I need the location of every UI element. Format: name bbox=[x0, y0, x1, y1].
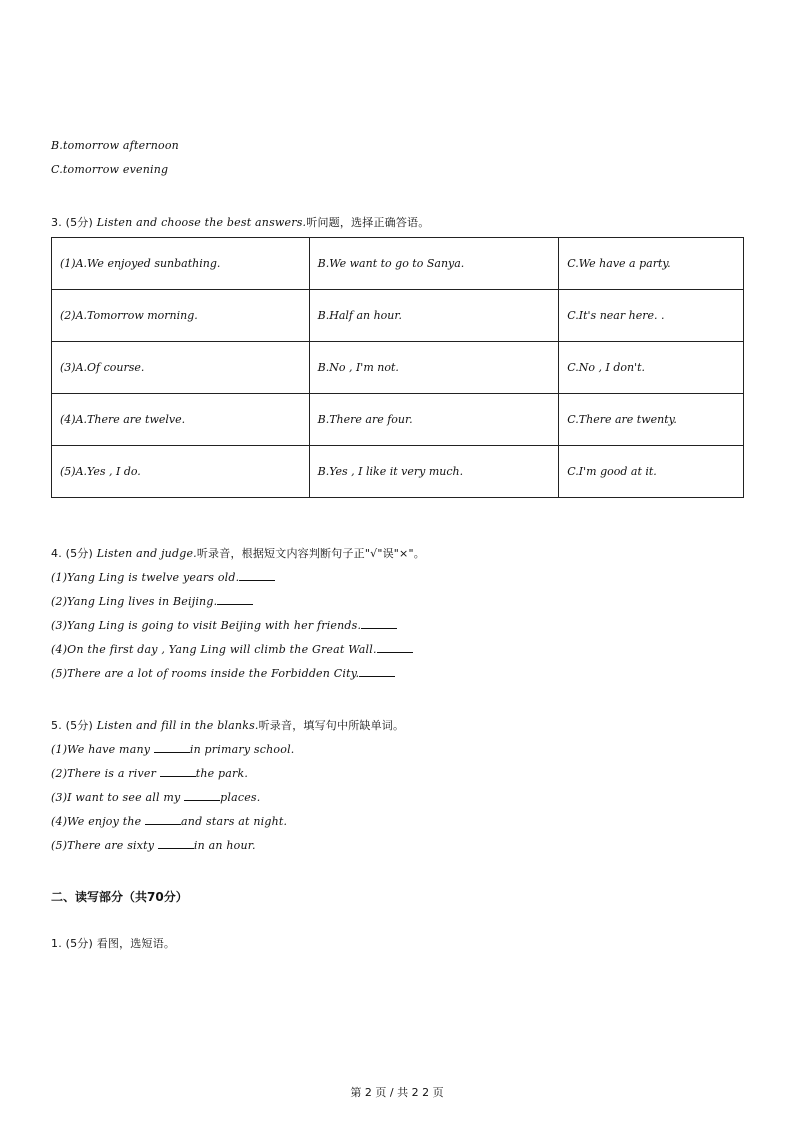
question-4-heading bbox=[51, 545, 425, 561]
judge-item bbox=[51, 570, 275, 584]
option-c-cell: C.We have a party. bbox=[559, 238, 744, 290]
instruction-cn: 听录音，根据短文内容判断句子正"√"误"×"。 bbox=[196, 547, 425, 560]
fill-text-before: (1)We have many bbox=[51, 743, 154, 756]
judge-item bbox=[51, 594, 253, 608]
judge-text: (5)There are a lot of rooms inside the Forbidden City. bbox=[51, 667, 360, 680]
table-row bbox=[52, 238, 744, 290]
question-score: (5分) bbox=[65, 719, 93, 732]
question-number: 4. bbox=[51, 547, 62, 560]
instruction-en: Listen and fill in the blanks. bbox=[96, 719, 259, 732]
option-c: C.tomorrow evening bbox=[51, 163, 169, 176]
table-row bbox=[52, 290, 744, 342]
judge-item bbox=[51, 618, 397, 632]
fill-item bbox=[51, 814, 287, 828]
fill-item bbox=[51, 838, 256, 852]
fill-text-before: (4)We enjoy the bbox=[51, 815, 146, 828]
judge-item bbox=[51, 642, 413, 656]
instruction-en: Listen and choose the best answers. bbox=[96, 216, 307, 229]
table-row bbox=[52, 342, 744, 394]
option-b-cell: B.We want to go to Sanya. bbox=[309, 238, 559, 290]
instruction-cn: 听录音，填写句中所缺单词。 bbox=[258, 719, 405, 732]
answer-blank[interactable] bbox=[217, 594, 253, 605]
fill-text-after: in an hour. bbox=[193, 839, 256, 852]
section-title: 二、读写部分（共70分） bbox=[51, 890, 188, 904]
option-a-cell: (5)A.Yes , I do. bbox=[52, 446, 310, 498]
question-3-heading bbox=[51, 214, 429, 230]
answer-blank[interactable] bbox=[160, 766, 196, 777]
option-c-cell: C.It's near here. . bbox=[559, 290, 744, 342]
page-footer: 第 2 页 / 共 2 2 页 bbox=[350, 1086, 444, 1099]
answer-blank[interactable] bbox=[145, 814, 181, 825]
question-5-heading bbox=[51, 717, 404, 733]
answer-blank[interactable] bbox=[184, 790, 220, 801]
table-row bbox=[52, 446, 744, 498]
judge-text: (4)On the first day , Yang Ling will climb the Great Wall. bbox=[51, 643, 377, 656]
answer-blank[interactable] bbox=[361, 618, 397, 629]
option-c-cell: C.No , I don't. bbox=[559, 342, 744, 394]
option-a-cell: (2)A.Tomorrow morning. bbox=[52, 290, 310, 342]
judge-text: (2)Yang Ling lives in Beijing. bbox=[51, 595, 218, 608]
fill-text-before: (5)There are sixty bbox=[51, 839, 158, 852]
question-number: 1. bbox=[51, 937, 62, 950]
fill-text-after: in primary school. bbox=[189, 743, 295, 756]
option-c-cell: C.I'm good at it. bbox=[559, 446, 744, 498]
option-a-cell: (4)A.There are twelve. bbox=[52, 394, 310, 446]
judge-item bbox=[51, 666, 395, 680]
fill-item bbox=[51, 742, 294, 756]
option-a-cell: (1)A.We enjoyed sunbathing. bbox=[52, 238, 310, 290]
judge-text: (1)Yang Ling is twelve years old. bbox=[51, 571, 240, 584]
fill-text-after: the park. bbox=[195, 767, 249, 780]
answer-blank[interactable] bbox=[239, 570, 275, 581]
answer-blank[interactable] bbox=[377, 642, 413, 653]
instruction-cn: 看图，选短语。 bbox=[96, 937, 176, 950]
fill-item bbox=[51, 790, 260, 804]
option-b-cell: B.There are four. bbox=[309, 394, 559, 446]
question-number: 5. bbox=[51, 719, 62, 732]
option-b-cell: B.Half an hour. bbox=[309, 290, 559, 342]
question-number: 3. bbox=[51, 216, 62, 229]
fill-item bbox=[51, 766, 248, 780]
answer-blank[interactable] bbox=[359, 666, 395, 677]
option-b-cell: B.No , I'm not. bbox=[309, 342, 559, 394]
fill-text-before: (3)I want to see all my bbox=[51, 791, 185, 804]
answer-table bbox=[51, 237, 744, 498]
answer-blank[interactable] bbox=[158, 838, 194, 849]
fill-text-after: and stars at night. bbox=[181, 815, 288, 828]
question-score: (5分) bbox=[65, 547, 93, 560]
question-score: (5分) bbox=[65, 937, 93, 950]
table-row bbox=[52, 394, 744, 446]
judge-text: (3)Yang Ling is going to visit Beijing with her friends. bbox=[51, 619, 362, 632]
option-b: B.tomorrow afternoon bbox=[51, 139, 179, 152]
option-c-cell: C.There are twenty. bbox=[559, 394, 744, 446]
instruction-en: Listen and judge. bbox=[96, 547, 197, 560]
fill-text-before: (2)There is a river bbox=[51, 767, 160, 780]
fill-text-after: places. bbox=[220, 791, 261, 804]
answer-blank[interactable] bbox=[154, 742, 190, 753]
option-b-cell: B.Yes , I like it very much. bbox=[309, 446, 559, 498]
instruction-cn: 听问题，选择正确答语。 bbox=[306, 216, 430, 229]
reading-question-1-heading bbox=[51, 935, 175, 951]
question-score: (5分) bbox=[65, 216, 93, 229]
option-a-cell: (3)A.Of course. bbox=[52, 342, 310, 394]
